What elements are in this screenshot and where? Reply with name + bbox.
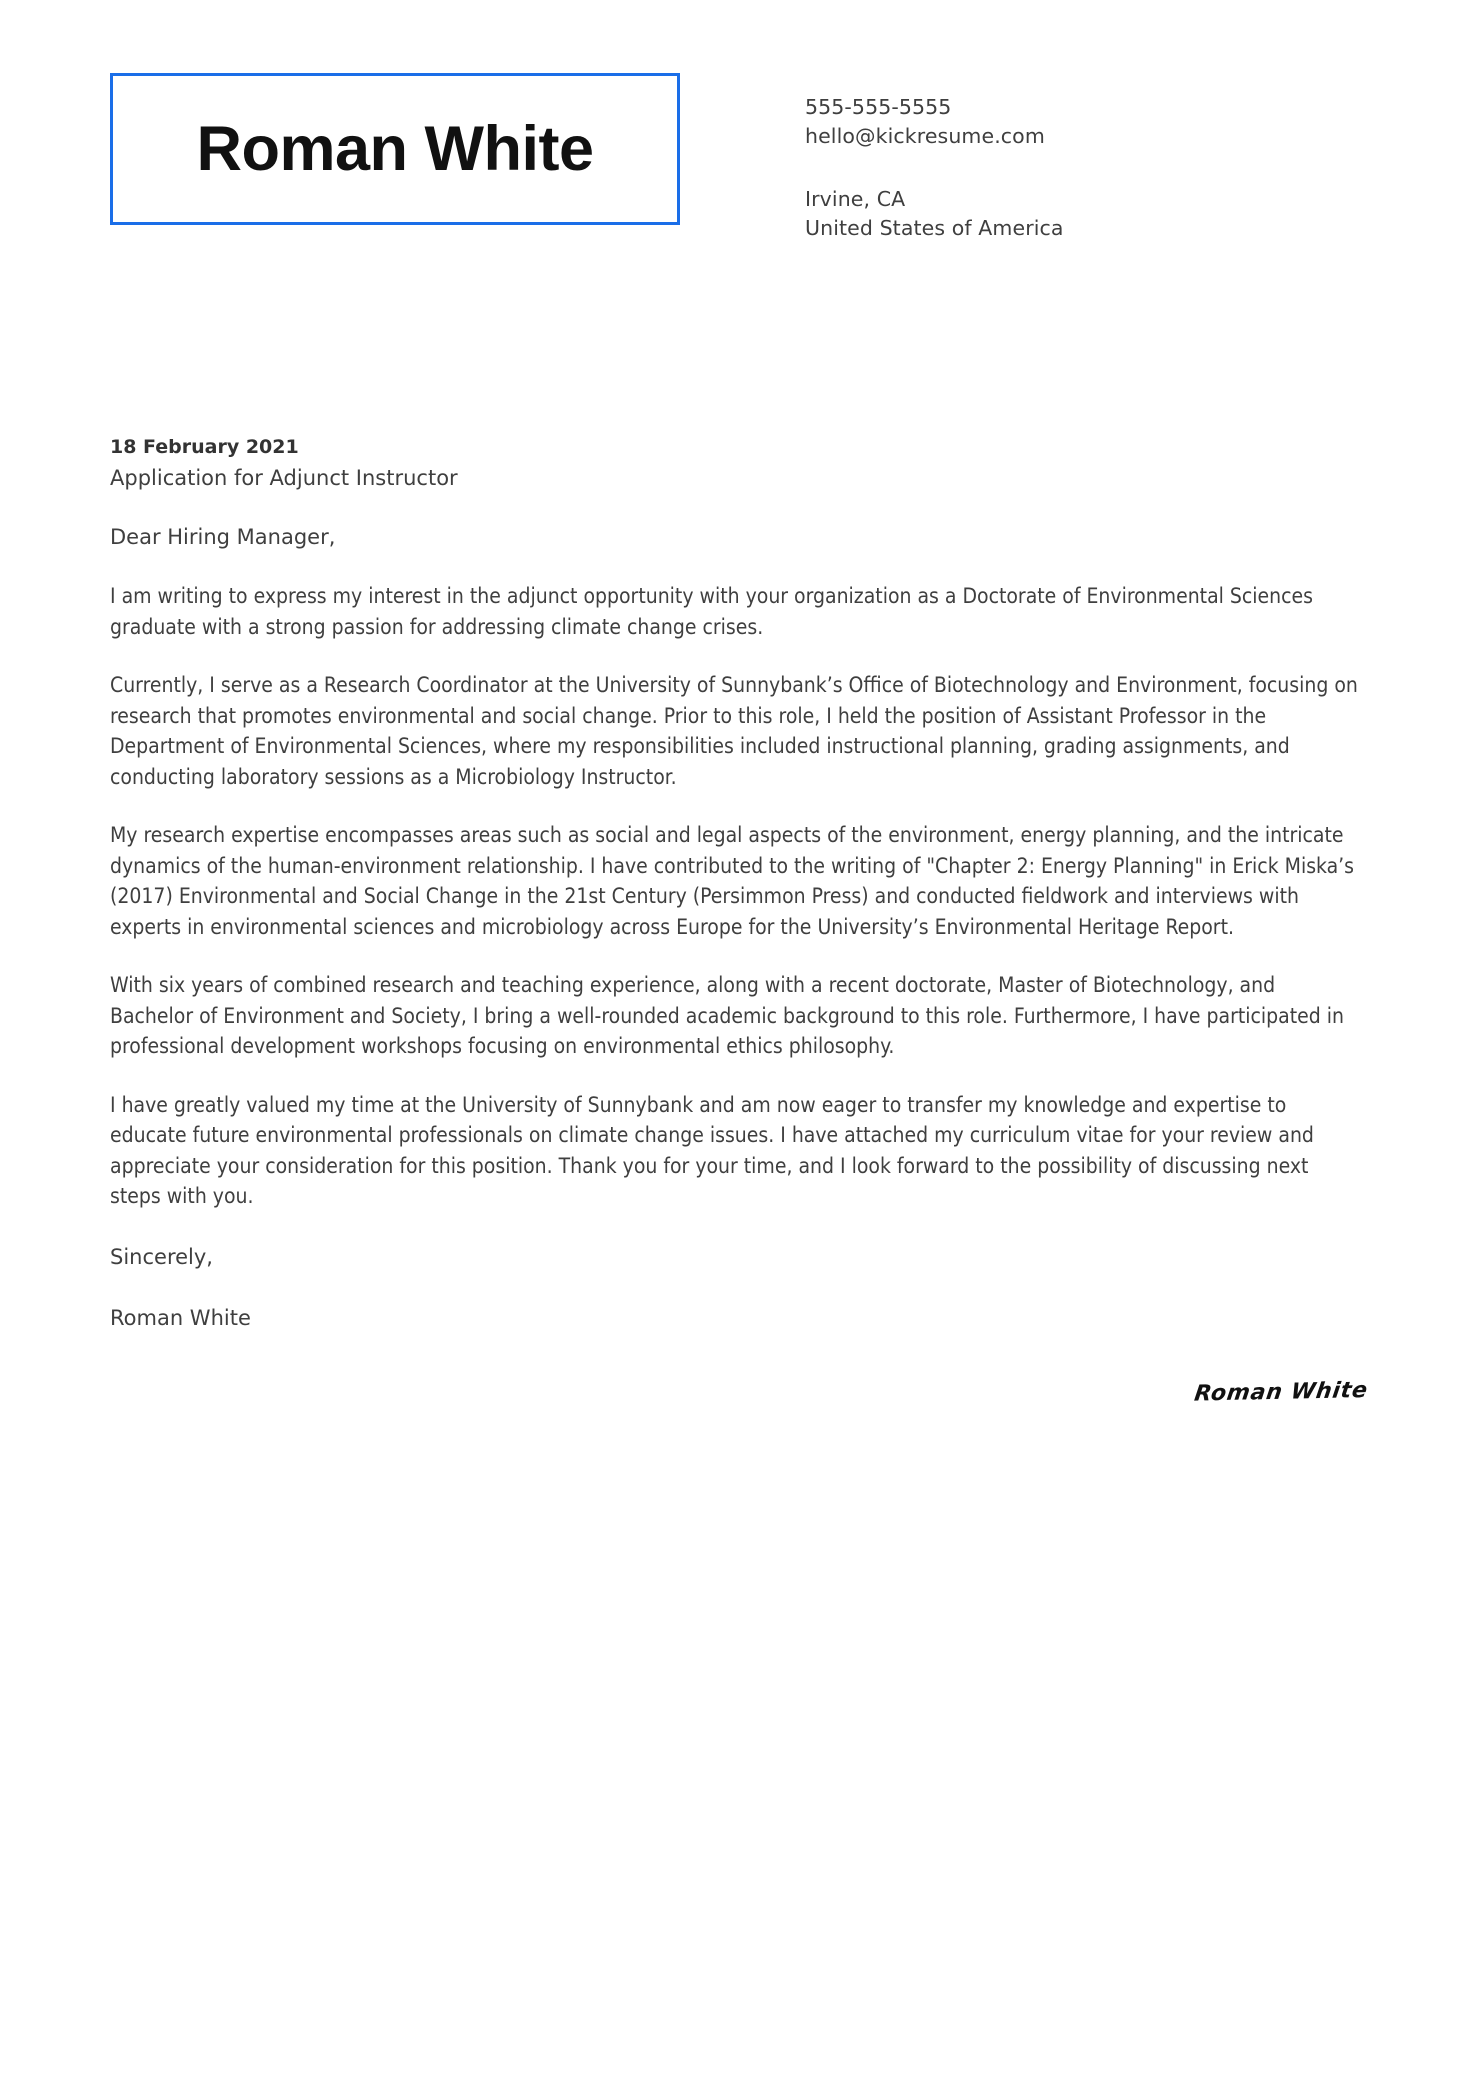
applicant-name: Roman White <box>196 113 594 184</box>
letter-header <box>0 0 1468 300</box>
contact-city: Irvine, CA <box>805 187 906 211</box>
letter-body <box>110 432 1364 1334</box>
signature-area <box>0 1378 1370 1407</box>
handwritten-signature: Roman White <box>1193 1378 1370 1407</box>
letter-date: 18 February 2021 <box>110 436 299 458</box>
letter-paragraph-3: My research expertise encompasses areas such as social and legal aspects of the environment, energy planning, and the intricate dynamics of the human-environment relationship. I have contributed to the writing of "Chapter 2: Energy Planning" in Erick Miska’s (2017) Environmental and Social Change in the 21st Century (Persimmon Press) and conducted fieldwork and interviews with experts in environmental sciences and microbiology across Europe for the University’s Environmental Heritage Report. <box>110 823 1355 939</box>
letter-closing: Sincerely, <box>110 1244 213 1269</box>
contact-email[interactable]: hello@kickresume.com <box>805 124 1045 148</box>
contact-country: United States of America <box>805 216 1064 240</box>
letter-paragraph-5: I have greatly valued my time at the University of Sunnybank and am now eager to transfer my knowledge and expertise to educate future environmental professionals on climate change issues. I have attached my curriculum vitae for your review and appreciate your consideration for this position. Thank you for your time, and I look forward to the possibility of discussing next steps with you. <box>110 1092 1314 1208</box>
contact-block <box>805 93 1365 243</box>
letter-salutation: Dear Hiring Manager, <box>110 525 336 549</box>
letter-subject: Application for Adjunct Instructor <box>110 466 458 490</box>
letter-paragraph-4: With six years of combined research and teaching experience, along with a recent doctorate, Master of Biotechnology, and Bachelor of Environment and Society, I bring a well-rounded academic background to this role. Furthermore, I have participated in professional development workshops focusing on environmental ethics philosophy. <box>110 973 1344 1058</box>
letter-paragraph-1: I am writing to express my interest in the adjunct opportunity with your organization as a Doctorate of Environmental Sciences graduate with a strong passion for addressing climate change crises. <box>110 584 1314 639</box>
letter-paragraph-2: Currently, I serve as a Research Coordinator at the University of Sunnybank’s Office of Biotechnology and Environment, focusing on research that promotes environmental and social change. Prior to this role, I held the position of Assistant Professor in the Department of Environmental Sciences, where my responsibilities included instructional planning, grading assignments, and conducting laboratory sessions as a Microbiology Instructor. <box>110 673 1358 789</box>
name-box <box>110 73 680 225</box>
contact-phone[interactable]: 555-555-5555 <box>805 95 952 119</box>
letter-signatory-name: Roman White <box>110 1305 251 1330</box>
contact-spacer <box>805 151 1365 185</box>
